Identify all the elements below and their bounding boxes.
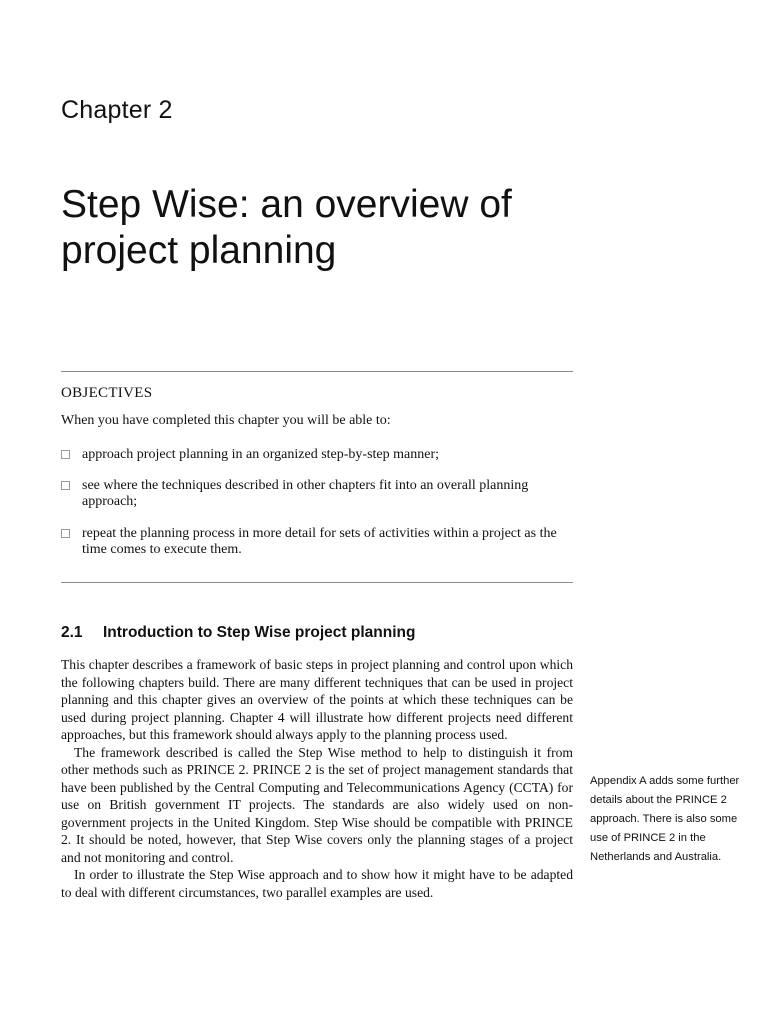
objective-item: [61, 478, 571, 510]
objectives-bottom-rule: [61, 582, 573, 583]
margin-note: Appendix A adds some further details about the PRINCE 2 approach. There is also some use of PRINCE 2 in the Netherlands and Australia.: [590, 775, 740, 863]
objective-text: approach project planning in an organized step-by-step manner;: [82, 447, 440, 462]
chapter-label: Chapter 2: [61, 96, 173, 124]
objectives-top-rule: [61, 371, 573, 372]
body-text: [61, 656, 573, 901]
objectives-intro: When you have completed this chapter you will be able to:: [61, 413, 391, 428]
paragraph: The framework described is called the Step Wise method to help to distinguish it from other methods such as PRINCE 2. PRINCE 2 is the set of project management standards that have been published by the Central Computing and Telecommunications Agency (CCTA) for use on British government IT projects. The standards are also widely used on non-government projects in the United Kingdom. Step Wise should be compatible with PRINCE 2. It should be noted, however, that Step Wise covers only the planning stages of a project and not monitoring and control.: [61, 744, 573, 865]
objective-text: see where the techniques described in other chapters fit into an overall planning approach;: [82, 478, 529, 509]
objective-item: [61, 447, 571, 463]
paragraph: In order to illustrate the Step Wise approach and to show how it might have to be adapted to deal with different circumstances, two parallel examples are used.: [61, 867, 573, 900]
objective-item: [61, 526, 571, 558]
checkbox-icon: [61, 481, 70, 490]
objectives-heading: OBJECTIVES: [61, 385, 153, 401]
objective-text: repeat the planning process in more detail for sets of activities within a project as the time comes to execute them.: [82, 526, 557, 557]
section-heading: [61, 624, 415, 642]
checkbox-icon: [61, 529, 70, 538]
paragraph: This chapter describes a framework of basic steps in project planning and control upon which the following chapters build. There are many different techniques that can be used in project planning and this chapter gives an overview of the points at which these techniques can be used during project planning. Chapter 4 will illustrate how different projects need different approaches, but this framework should always apply to the planning process used.: [61, 657, 573, 742]
section-number: 2.1: [61, 624, 83, 641]
checkbox-icon: [61, 450, 70, 459]
section-title: Introduction to Step Wise project planning: [103, 624, 416, 641]
chapter-title: Step Wise: an overview of project planning: [61, 183, 512, 272]
